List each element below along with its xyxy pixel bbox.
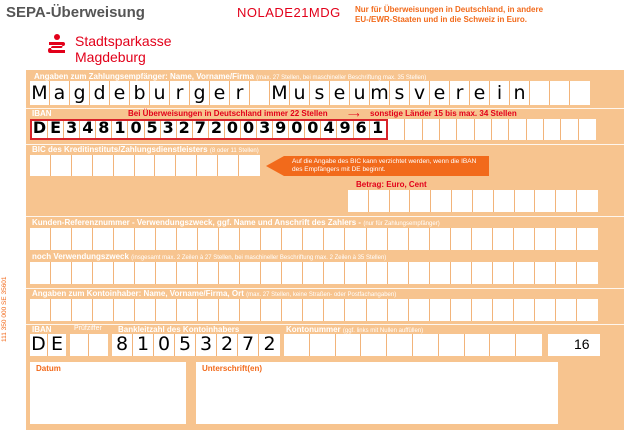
payer-label: Angaben zum Kontoinhaber: Name, Vorname/Firma, Ort (max. 27 Stellen, keine Straßen- oder Postfachangaben) xyxy=(32,289,397,298)
iban-char-box[interactable]: E xyxy=(48,121,64,138)
account-digit-box[interactable] xyxy=(310,334,336,356)
bic-hint-line2: des Empfängers mit DE beginnt. xyxy=(292,166,386,173)
country-char-box[interactable]: E xyxy=(48,334,66,356)
amount-char-box[interactable] xyxy=(556,190,577,212)
purpose-char-box[interactable] xyxy=(261,262,282,284)
account-label: Kontonummer (ggf. links mit Nullen auffüllen) xyxy=(286,325,424,334)
form-title: SEPA-Überweisung xyxy=(6,4,145,21)
purpose-char-box[interactable] xyxy=(409,262,430,284)
payer-char-box[interactable] xyxy=(577,299,598,321)
name-char-box[interactable]: g xyxy=(70,81,90,105)
iban-char-box[interactable] xyxy=(579,119,596,140)
payer-char-box[interactable] xyxy=(198,299,219,321)
reference-char-box[interactable] xyxy=(367,228,388,250)
iban-char-box[interactable]: 7 xyxy=(193,121,209,138)
eu-notice-line1: Nur für Überweisungen in Deutschland, in andere xyxy=(355,5,544,14)
purpose-char-box[interactable] xyxy=(282,262,303,284)
iban-char-box[interactable] xyxy=(492,119,509,140)
payer-char-box[interactable] xyxy=(93,299,114,321)
blz-digit-box[interactable]: 1 xyxy=(133,334,154,356)
reference-char-box[interactable] xyxy=(240,228,261,250)
payer-char-box[interactable] xyxy=(367,299,388,321)
country-char-box[interactable]: D xyxy=(30,334,48,356)
reference-char-box[interactable] xyxy=(135,228,156,250)
payer-char-box[interactable] xyxy=(135,299,156,321)
blz-digit-box[interactable]: 3 xyxy=(196,334,217,356)
bank-name-line1: Stadtsparkasse xyxy=(75,33,172,49)
payer-country-code-field[interactable] xyxy=(30,334,66,356)
payer-char-box[interactable] xyxy=(177,299,198,321)
purpose-char-box[interactable] xyxy=(514,262,535,284)
amount-char-box[interactable] xyxy=(473,190,494,212)
reference-char-box[interactable] xyxy=(472,228,493,250)
iban-char-box[interactable]: 1 xyxy=(370,121,386,138)
payer-char-box[interactable] xyxy=(261,299,282,321)
bank-name xyxy=(75,33,172,65)
reference-char-box[interactable] xyxy=(198,228,219,250)
name-char-box[interactable]: s xyxy=(310,81,330,105)
account-digit-box[interactable] xyxy=(336,334,362,356)
name-char-box[interactable]: r xyxy=(230,81,250,105)
recipient-name-field[interactable] xyxy=(30,81,590,105)
purpose-char-box[interactable] xyxy=(240,262,261,284)
payer-char-box[interactable] xyxy=(388,299,409,321)
reference-char-box[interactable] xyxy=(114,228,135,250)
iban-char-box[interactable] xyxy=(561,119,578,140)
account-digit-box[interactable] xyxy=(387,334,413,356)
blz-digit-box[interactable]: 2 xyxy=(259,334,280,356)
iban-char-box[interactable]: 2 xyxy=(177,121,193,138)
iban-char-box[interactable] xyxy=(457,119,474,140)
purpose-field[interactable] xyxy=(30,262,598,284)
payer-char-box[interactable] xyxy=(51,299,72,321)
iban-char-box[interactable] xyxy=(388,119,405,140)
iban-char-box[interactable]: 0 xyxy=(289,121,305,138)
bic-char-box[interactable] xyxy=(114,155,135,176)
bic-char-box[interactable] xyxy=(176,155,197,176)
reference-char-box[interactable] xyxy=(345,228,366,250)
iban-char-box[interactable]: 0 xyxy=(305,121,321,138)
purpose-char-box[interactable] xyxy=(51,262,72,284)
amount-char-box[interactable] xyxy=(410,190,431,212)
iban-char-box[interactable] xyxy=(405,119,422,140)
iban-char-box[interactable]: 8 xyxy=(96,121,112,138)
reference-char-box[interactable] xyxy=(93,228,114,250)
payer-char-box[interactable] xyxy=(409,299,430,321)
name-char-box[interactable]: d xyxy=(90,81,110,105)
purpose-char-box[interactable] xyxy=(177,262,198,284)
reference-char-box[interactable] xyxy=(177,228,198,250)
name-char-box[interactable]: e xyxy=(430,81,450,105)
reference-label: Kunden-Referenznummer - Verwendungszweck, ggf. Name und Anschrift des Zahlers - (nur für Zahlungsempfänger) xyxy=(32,218,440,227)
iban-char-box[interactable]: 4 xyxy=(321,121,337,138)
iban-char-box[interactable]: 3 xyxy=(161,121,177,138)
purpose-char-box[interactable] xyxy=(367,262,388,284)
blz-digit-box[interactable]: 0 xyxy=(154,334,175,356)
iban-note-other: sonstige Länder 15 bis max. 34 Stellen xyxy=(370,109,517,118)
purpose-char-box[interactable] xyxy=(493,262,514,284)
reference-char-box[interactable] xyxy=(409,228,430,250)
iban-char-box[interactable]: 1 xyxy=(112,121,128,138)
sparkasse-logo-icon xyxy=(47,33,67,55)
blz-digit-box[interactable]: 5 xyxy=(175,334,196,356)
payer-char-box[interactable] xyxy=(156,299,177,321)
purpose-char-box[interactable] xyxy=(219,262,240,284)
bic-char-box[interactable] xyxy=(135,155,156,176)
eu-notice xyxy=(355,5,543,24)
reference-char-box[interactable] xyxy=(451,228,472,250)
blz-digit-box[interactable]: 7 xyxy=(238,334,259,356)
purpose-char-box[interactable] xyxy=(114,262,135,284)
purpose-char-box[interactable] xyxy=(156,262,177,284)
purpose-char-box[interactable] xyxy=(303,262,324,284)
bic-hint xyxy=(266,156,496,176)
reference-char-box[interactable] xyxy=(30,228,51,250)
amount-field[interactable] xyxy=(348,190,598,212)
name-char-box[interactable]: u xyxy=(290,81,310,105)
purpose-char-box[interactable] xyxy=(451,262,472,284)
reference-field[interactable] xyxy=(30,228,598,250)
payer-char-box[interactable] xyxy=(219,299,240,321)
name-char-box[interactable]: e xyxy=(470,81,490,105)
check-digit-box[interactable] xyxy=(70,334,89,356)
blz-digit-box[interactable]: 2 xyxy=(217,334,238,356)
transfer-form xyxy=(26,70,624,430)
amount-char-box[interactable] xyxy=(535,190,556,212)
arrow-left-icon xyxy=(266,156,284,176)
purpose-char-box[interactable] xyxy=(30,262,51,284)
bic-char-box[interactable] xyxy=(51,155,72,176)
date-label: Datum xyxy=(36,364,61,373)
payer-char-box[interactable] xyxy=(556,299,577,321)
iban-extra-field[interactable] xyxy=(388,119,596,140)
amount-char-box[interactable] xyxy=(431,190,452,212)
bic-char-box[interactable] xyxy=(239,155,260,176)
iban-char-box[interactable]: 0 xyxy=(128,121,144,138)
name-char-box[interactable]: M xyxy=(270,81,290,105)
payer-check-digit-field[interactable] xyxy=(70,334,108,356)
reference-char-box[interactable] xyxy=(72,228,93,250)
name-char-box[interactable]: a xyxy=(50,81,70,105)
blz-label: Bankleitzahl des Kontoinhabers xyxy=(118,325,240,334)
iban-char-box[interactable]: 6 xyxy=(354,121,370,138)
account-digit-box[interactable] xyxy=(439,334,465,356)
purpose-char-box[interactable] xyxy=(135,262,156,284)
account-digit-box[interactable] xyxy=(490,334,516,356)
reference-char-box[interactable] xyxy=(282,228,303,250)
payer-char-box[interactable] xyxy=(345,299,366,321)
reference-char-box[interactable] xyxy=(324,228,345,250)
payer-char-box[interactable] xyxy=(324,299,345,321)
account-digit-box[interactable] xyxy=(516,334,542,356)
purpose-char-box[interactable] xyxy=(324,262,345,284)
payer-char-box[interactable] xyxy=(282,299,303,321)
name-char-box[interactable]: s xyxy=(390,81,410,105)
amount-label: Betrag: Euro, Cent xyxy=(356,180,427,189)
amount-char-box[interactable] xyxy=(348,190,369,212)
iban-char-box[interactable]: 9 xyxy=(273,121,289,138)
purpose-char-box[interactable] xyxy=(72,262,93,284)
iban-char-box[interactable]: 0 xyxy=(225,121,241,138)
purpose-char-box[interactable] xyxy=(93,262,114,284)
name-char-box[interactable]: u xyxy=(150,81,170,105)
payer-char-box[interactable] xyxy=(535,299,556,321)
reference-char-box[interactable] xyxy=(156,228,177,250)
purpose-char-box[interactable] xyxy=(472,262,493,284)
bic-label: BIC des Kreditinstituts/Zahlungsdienstleisters (8 oder 11 Stellen) xyxy=(32,145,259,154)
name-char-box[interactable]: e xyxy=(330,81,350,105)
payer-char-box[interactable] xyxy=(303,299,324,321)
bic-char-box[interactable] xyxy=(197,155,218,176)
reference-char-box[interactable] xyxy=(303,228,324,250)
recipient-label: Angaben zum Zahlungsempfänger: Name, Vorname/Firma (max. 27 Stellen, bei maschineller Beschriftung max. 35 Stellen) xyxy=(34,72,427,81)
payer-char-box[interactable] xyxy=(430,299,451,321)
name-char-box[interactable]: g xyxy=(190,81,210,105)
name-char-box[interactable]: u xyxy=(350,81,370,105)
iban-char-box[interactable]: D xyxy=(32,118,47,137)
iban-char-box[interactable] xyxy=(475,119,492,140)
name-char-box[interactable]: i xyxy=(490,81,510,105)
name-char-box[interactable]: v xyxy=(410,81,430,105)
amount-char-box[interactable] xyxy=(577,190,598,212)
payer-char-box[interactable] xyxy=(240,299,261,321)
arrow-right-icon: ⟶ xyxy=(348,110,360,119)
name-char-box[interactable]: r xyxy=(450,81,470,105)
purpose-char-box[interactable] xyxy=(198,262,219,284)
reference-char-box[interactable] xyxy=(430,228,451,250)
reference-char-box[interactable] xyxy=(556,228,577,250)
name-char-box[interactable]: e xyxy=(110,81,130,105)
bic-char-box[interactable] xyxy=(93,155,114,176)
payer-char-box[interactable] xyxy=(72,299,93,321)
recipient-iban-field[interactable] xyxy=(30,119,388,140)
payer-char-box[interactable] xyxy=(30,299,51,321)
iban-char-box[interactable] xyxy=(527,119,544,140)
blz-digit-box[interactable]: 8 xyxy=(112,334,133,356)
bic-char-box[interactable] xyxy=(155,155,176,176)
payer-iban-label: IBAN xyxy=(32,325,52,334)
reference-char-box[interactable] xyxy=(51,228,72,250)
payer-char-box[interactable] xyxy=(114,299,135,321)
iban-label: IBAN xyxy=(32,109,52,118)
amount-char-box[interactable] xyxy=(390,190,411,212)
reference-char-box[interactable] xyxy=(219,228,240,250)
payer-char-box[interactable] xyxy=(514,299,535,321)
iban-note-de: Bei Überweisungen in Deutschland immer 22 Stellen xyxy=(128,109,328,118)
bic-char-box[interactable] xyxy=(218,155,239,176)
reference-char-box[interactable] xyxy=(261,228,282,250)
reference-char-box[interactable] xyxy=(388,228,409,250)
amount-char-box[interactable] xyxy=(515,190,536,212)
bic-field[interactable] xyxy=(30,155,260,176)
name-char-box[interactable]: m xyxy=(370,82,389,104)
bank-name-line2: Magdeburg xyxy=(75,49,146,65)
divider xyxy=(26,216,624,217)
payer-char-box[interactable] xyxy=(493,299,514,321)
iban-char-box[interactable]: 2 xyxy=(209,121,225,138)
iban-char-box[interactable] xyxy=(423,119,440,140)
iban-char-box[interactable]: 3 xyxy=(64,121,80,138)
account-digit-box[interactable] xyxy=(413,334,439,356)
name-char-box[interactable]: r xyxy=(170,81,190,105)
name-char-box[interactable]: b xyxy=(130,81,150,105)
bic-hint-line1: Auf die Angabe des BIC kann verzichtet werden, wenn die IBAN xyxy=(292,158,477,165)
reference-char-box[interactable] xyxy=(535,228,556,250)
payer-account-field[interactable] xyxy=(284,334,542,356)
eu-notice-line2: EU-/EWR-Staaten und in die Schweiz in Euro. xyxy=(355,14,528,24)
account-digit-box[interactable] xyxy=(361,334,387,356)
name-char-box[interactable] xyxy=(550,81,570,105)
purpose-label: noch Verwendungszweck (insgesamt max. 2 Zeilen à 27 Stellen, bei maschineller Beschriftung max. 2 Zeilen à 35 Stellen) xyxy=(32,252,387,261)
purpose-char-box[interactable] xyxy=(345,262,366,284)
iban-char-box[interactable]: 4 xyxy=(80,121,96,138)
iban-char-box[interactable] xyxy=(440,119,457,140)
name-char-box[interactable] xyxy=(570,81,590,105)
name-char-box[interactable]: n xyxy=(510,81,530,105)
payer-char-box[interactable] xyxy=(451,299,472,321)
amount-char-box[interactable] xyxy=(494,190,515,212)
name-char-box[interactable] xyxy=(250,81,270,105)
side-code: 111 350 000 SE 35601 xyxy=(1,276,8,342)
payer-char-box[interactable] xyxy=(472,299,493,321)
iban-char-box[interactable] xyxy=(509,119,526,140)
form-number: 16 xyxy=(574,336,590,352)
reference-char-box[interactable] xyxy=(493,228,514,250)
account-digit-box[interactable] xyxy=(465,334,491,356)
payer-name-field[interactable] xyxy=(30,299,598,321)
payer-blz-field[interactable] xyxy=(112,334,280,356)
check-digit-label: Prüfziffer xyxy=(74,325,102,332)
purpose-char-box[interactable] xyxy=(388,262,409,284)
name-char-box[interactable]: M xyxy=(30,81,50,105)
purpose-char-box[interactable] xyxy=(577,262,598,284)
name-char-box[interactable] xyxy=(530,81,550,105)
iban-char-box[interactable] xyxy=(544,119,561,140)
iban-char-box[interactable]: 9 xyxy=(337,121,353,138)
account-digit-box[interactable] xyxy=(284,334,310,356)
amount-char-box[interactable] xyxy=(369,190,390,212)
iban-char-box[interactable]: 3 xyxy=(257,121,273,138)
signature-label: Unterschrift(en) xyxy=(202,364,263,373)
amount-char-box[interactable] xyxy=(452,190,473,212)
purpose-char-box[interactable] xyxy=(535,262,556,284)
name-char-box[interactable]: e xyxy=(210,81,230,105)
reference-char-box[interactable] xyxy=(514,228,535,250)
bic-code: NOLADE21MDG xyxy=(237,5,341,20)
purpose-char-box[interactable] xyxy=(430,262,451,284)
reference-char-box[interactable] xyxy=(577,228,598,250)
bic-char-box[interactable] xyxy=(30,155,51,176)
purpose-char-box[interactable] xyxy=(556,262,577,284)
bic-char-box[interactable] xyxy=(72,155,93,176)
iban-char-box[interactable]: 0 xyxy=(241,121,257,138)
iban-char-box[interactable]: 5 xyxy=(145,121,161,138)
check-digit-box[interactable] xyxy=(89,334,108,356)
